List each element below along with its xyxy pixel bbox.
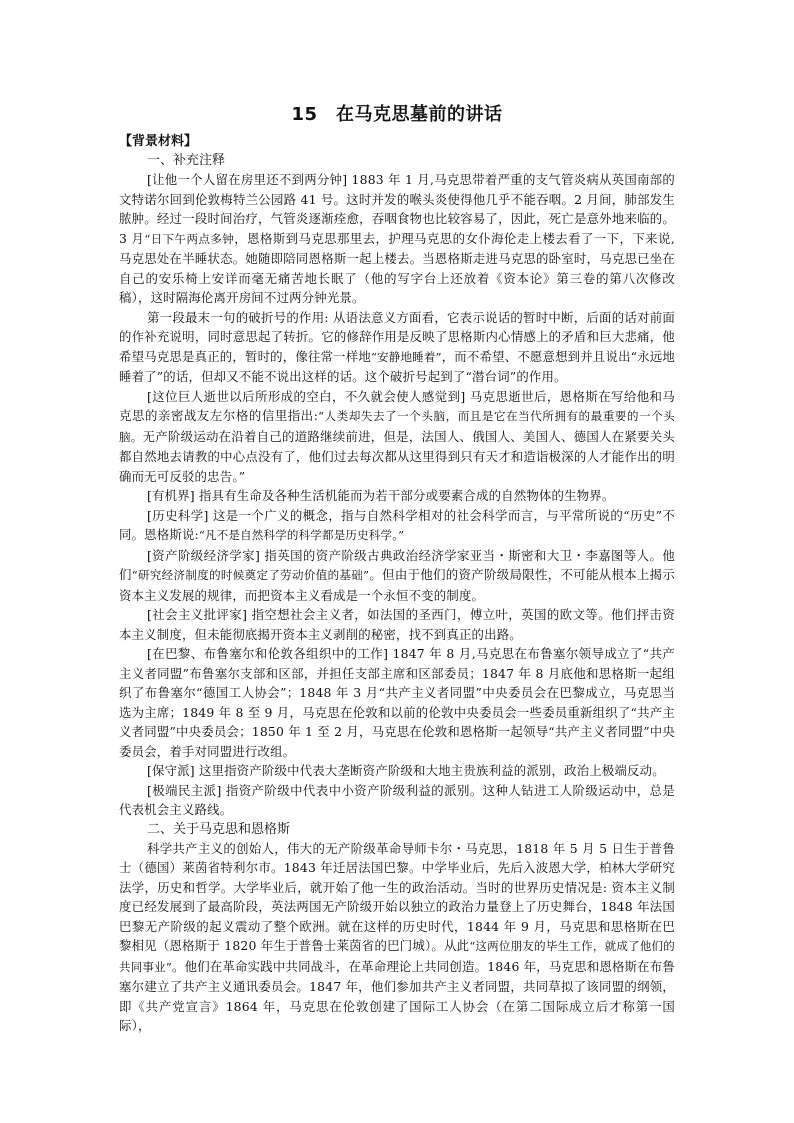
- paragraph: [119, 605, 675, 644]
- paragraph: [119, 387, 675, 487]
- paragraph-quote-text: “日下午两点多钟: [144, 231, 235, 246]
- paragraph-pre-text: 科学共产主义的创始人，伟大的无产阶级革命导师卡尔・马克思，1818 年 5 月 5 日生于普鲁士（德国）莱茵省特利尔市。1843 年迁居法国巴黎。中学毕业后，先后入波恩大学，柏林大学研究法学，历史和哲学。大学毕业后，就开始了他一生的政治活动。当时的世界历史情况是: 资本主义制度已经发展到了最高阶段，英法两国无产阶级开始以独立的政治力量登上了历史舞台，1848 年法国巴黎无产阶级的起义震动了整个欧洲。就在这样的历史时代，1844 年 9 月，马克思和思格斯在巴黎相见（恩格斯于 1820 年生于普鲁士莱茵省的巴门城）。从此: [119, 840, 675, 953]
- paragraph-quote-text: “研究经济制度的时候奠定了劳动价值的基础”: [131, 568, 370, 582]
- paragraph: [119, 644, 675, 761]
- part1-paragraphs: [119, 170, 675, 820]
- paragraph-pre-text: [极端民主派] 指资产阶级中代表中小资产阶级利益的派别。这种人钻进工人阶级运动中，总是代表机会主义路线。: [119, 782, 675, 817]
- paragraph-quote-text: “凡不是自然科学的科学都是历史科学。”: [198, 528, 405, 542]
- paragraph: [119, 170, 675, 308]
- part2-paragraphs: [119, 839, 675, 1036]
- paragraph: [119, 506, 675, 546]
- paragraph-pre-text: [历史科学] 这是一个广义的概念，指与自然科学相对的社会科学而言，与平常所说的“历史”不同。恩格斯说:: [119, 507, 675, 542]
- paragraph-post-text: ，恩格斯到马克思那里去，护理马克思的女仆海伦走上楼去看了一下，下来说,马克思处在半睡状态。她随即陪同恩格斯一起上楼去。当恩格斯走进马克思的卧室时，马克思已坐在自己的安乐椅上安详而毫无痛苦地长眠了（他的写字台上还放着《资本论》第三卷的第八次修改稿），这时隔海伦离开房间不过两分钟光景。: [119, 230, 675, 305]
- paragraph-pre-text: [让他一个人留在房里还不到两分钟] 1883 年 1 月,马克思带着严重的支气管炎病从英国南部的文特诺尔回到伦敦梅特兰公园路 41 号。这时并发的喉头炎使得他几乎不能吞咽。2 月间，肺部发生脓肿。经过一段时间治疗，气管炎逐渐痊愈，吞咽食物也比较容易了，因此，死亡是意外地来临的。3 月: [119, 172, 675, 246]
- subsection-heading-2: 二、关于马克思和恩格斯: [147, 821, 291, 837]
- paragraph-quote-text: “安静地睡着”: [370, 349, 442, 364]
- paragraph-quote-text: “人类却失去了一个头脑，而且是它在当代所拥有的最重要的一个头脑。: [119, 409, 675, 444]
- paragraph: [119, 839, 675, 1036]
- document-title: 15 在马克思墓前的讲话: [291, 104, 503, 125]
- paragraph: [119, 781, 675, 820]
- paragraph: [119, 308, 675, 387]
- paragraph-pre-text: [保守派] 这里指资产阶级中代表大垄断资产阶级和大地主贵族利益的派别，政治上极端反动。: [147, 763, 665, 778]
- paragraph-post-text: 。但由于他们的资产阶级局限性，不可能从根本上揭示资本主义发展的规律，而把资本主义看成是一个永恒不变的制度。: [119, 567, 675, 603]
- paragraph-pre-text: [社会主义批评家] 指空想社会主义者，如法国的圣西门，傅立叶，英国的欧文等。他们抨击资本主义制度，但未能彻底揭开资本主义剥削的秘密，找不到真正的出路。: [119, 607, 675, 642]
- paragraph-post-text: ，而不希望、不愿意想到并且说出“永远地睡着了”的话，但却又不能不说出这样的话。这个破折号起到了“潜台词”的作用。: [119, 348, 675, 384]
- paragraph-post-text: 。他们在革命实践中共同战斗，在革命理论上共同创造。1846 年，马克思和恩格斯在布鲁塞尔建立了共产主义通讯委员会。1847 年，他们参加共产主义者同盟，共同草拟了该同盟的纲领，即《共产党宣言》1864 年，马克思在伦敦创建了国际工人协会（在第二国际成立后才称第一国际），: [119, 958, 675, 1033]
- document-page: [119, 100, 675, 1036]
- paragraph-pre-text: [在巴黎、布鲁塞尔和伦敦各组织中的工作] 1847 年 8 月,马克思在布鲁塞尔领导成立了“共产主义者同盟”布鲁塞尔支部和区部，并担任支部主席和区部委员；1847 年 8 月底他和思格斯一起组织了布鲁塞尔“德国工人协会”；1848 年 3 月“共产主义者同盟”中央委员会在巴黎成立，马克思当选为主席；1849 年 8 至 9 月，马克思在伦敦和以前的伦敦中央委员会一些委员重新组织了“共产主义者同盟”中央委员会；1850 年 1 至 2 月，马克思在伦敦和恩格斯一起领导“共产主义者同盟”中央委员会，着手对同盟进行改组。: [119, 646, 675, 759]
- paragraph-post-text: 无产阶级运动在沿着自己的道路继续前进，但是，法国人、俄国人、美国人、德国人在紧要关头都自然地去请教的中心点没有了，他们过去每次都从这里得到只有天才和造诣极深的人才能作出的明确而无可反驳的忠告。”: [119, 428, 675, 484]
- paragraph-pre-text: 第一段最末一句的破折号的作用: 从语法意义方面看，它表示说话的暂时中断，后面的话对前面的作补充说明，同时意思起了转折。它的修辞作用是反映了思格斯内心情感上的矛盾和巨大悲痛，他希望马克思是真正的，暂时的，像往常一样地: [119, 309, 675, 364]
- subsection-heading-1: 一、补充注释: [147, 153, 226, 168]
- paragraph-pre-text: [这位巨人逝世以后所形成的空白，不久就会使人感觉到] 马克思逝世后，恩格斯在写给他和马克思的亲密战友左尔格的信里指出:: [119, 388, 675, 423]
- paragraph: [119, 486, 675, 506]
- paragraph-pre-text: [资产阶级经济学家] 指英国的资产阶级古典政治经济学家亚当・斯密和大卫・李嘉图等人。他们: [119, 547, 675, 582]
- paragraph-pre-text: [有机界] 指具有生命及各种生活机能而为若干部分或要素合成的自然物体的生物界。: [147, 488, 615, 503]
- paragraph-quote-text: “这两位朋友的毕生工作，就成了他们的共同事业”: [119, 939, 675, 974]
- paragraph: [119, 761, 675, 781]
- paragraph: [119, 546, 675, 606]
- section-label: 【背景材料】: [119, 134, 198, 149]
